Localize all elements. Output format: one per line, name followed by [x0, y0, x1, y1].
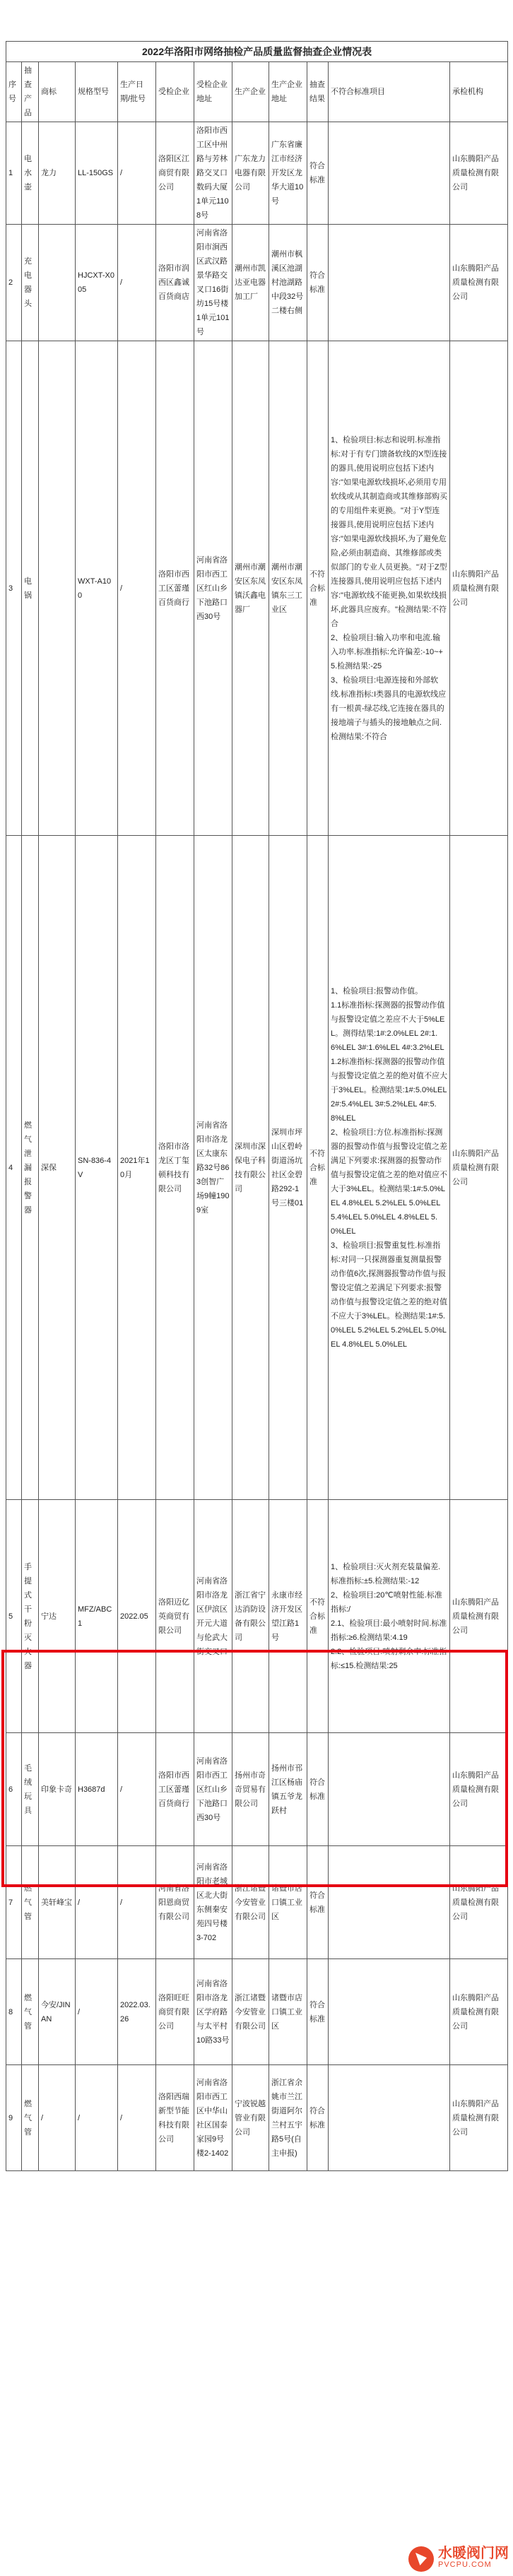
cell-failed-items	[329, 1733, 450, 1846]
header-date: 生产日期/批号	[118, 62, 156, 122]
cell-brand: /	[39, 2065, 76, 2171]
cell-producer: 扬州市奇奇贸易有限公司	[232, 1733, 269, 1846]
cell-producer: 浙江诸暨今安管业有限公司	[232, 1846, 269, 1959]
cell-lab: 山东腾阳产品质量检测有限公司	[450, 341, 508, 836]
cell-entrusted-company: 洛阳市西工区蕾瑾百货商行	[156, 1733, 194, 1846]
cell-no: 7	[6, 1846, 22, 1959]
cell-brand: 印象卡奇	[39, 1733, 76, 1846]
inspection-table	[6, 41, 508, 2171]
cell-lab: 山东腾阳产品质量检测有限公司	[450, 2065, 508, 2171]
cell-producer-address: 潮州市枫溪区池湖村池湖路中段32号二楼右侧	[269, 225, 307, 341]
cell-entrusted-address: 河南省洛阳市西工区中华山社区国泰家园9号楼2-1402	[194, 2065, 232, 2171]
cell-date: /	[118, 1846, 156, 1959]
cell-no: 4	[6, 836, 22, 1500]
table-row	[6, 122, 508, 225]
table-row	[6, 2065, 508, 2171]
cell-no: 8	[6, 1959, 22, 2065]
table-row	[6, 1846, 508, 1959]
site-logo-icon	[408, 2546, 434, 2572]
header-brand: 商标	[39, 62, 76, 122]
cell-result: 不符合标准	[307, 341, 329, 836]
cell-brand	[39, 341, 76, 836]
cell-lab: 山东腾阳产品质量检测有限公司	[450, 836, 508, 1500]
cell-no: 3	[6, 341, 22, 836]
table-row	[6, 836, 508, 1500]
cell-result: 不符合标准	[307, 1500, 329, 1733]
cell-producer-address: 永康市经济开发区望江路1号	[269, 1500, 307, 1733]
cell-lab: 山东腾阳产品质量检测有限公司	[450, 1846, 508, 1959]
cell-product: 燃气管	[22, 1959, 39, 2065]
cell-producer-address: 浙江省余姚市兰江街道阿尔兰村五宇路5号(自主申报)	[269, 2065, 307, 2171]
cell-entrusted-address: 河南省洛阳市老城区北大街东侧秦安苑四号楼3-702	[194, 1846, 232, 1959]
cell-failed-items	[329, 122, 450, 225]
cell-entrusted-company: 洛阳市润西区鑫诚百货商店	[156, 225, 194, 341]
watermark-main: 水暖阀门网	[438, 2546, 509, 2561]
cell-result: 符合标准	[307, 1733, 329, 1846]
header-product: 抽查产品	[22, 62, 39, 122]
cell-product: 手提式干粉灭火器	[22, 1500, 39, 1733]
cell-entrusted-company: 洛阳旺旺商贸有限公司	[156, 1959, 194, 2065]
cell-date: /	[118, 2065, 156, 2171]
cell-failed-items	[329, 1959, 450, 2065]
cell-entrusted-address: 洛阳市西工区中州路与芳林路交叉口数码大厦1单元1108号	[194, 122, 232, 225]
table-row	[6, 341, 508, 836]
cell-lab: 山东腾阳产品质量检测有限公司	[450, 1959, 508, 2065]
table-row	[6, 225, 508, 341]
cell-model: /	[76, 1846, 118, 1959]
cell-producer-address: 潮州市潮安区东凤镇东三工业区	[269, 341, 307, 836]
cell-entrusted-address: 河南省洛阳市洛龙区学府路与太平村10路33号	[194, 1959, 232, 2065]
cell-entrusted-company: 洛阳市洛龙区丁玺顿科技有限公司	[156, 836, 194, 1500]
cell-date: /	[118, 341, 156, 836]
cell-lab: 山东腾阳产品质量检测有限公司	[450, 225, 508, 341]
cell-producer-address: 扬州市邗江区杨庙镇五爷龙跃村	[269, 1733, 307, 1846]
table-row	[6, 1959, 508, 2065]
cell-no: 6	[6, 1733, 22, 1846]
cell-product: 电锅	[22, 341, 39, 836]
cell-failed-items	[329, 1846, 450, 1959]
cell-no: 9	[6, 2065, 22, 2171]
cell-product: 充电器头	[22, 225, 39, 341]
cell-entrusted-company: 洛阳市西工区蕾瑾百货商行	[156, 341, 194, 836]
header-producer: 生产企业	[232, 62, 269, 122]
site-watermark	[408, 2546, 509, 2572]
cell-entrusted-company: 洛阳迈亿英商贸有限公司	[156, 1500, 194, 1733]
cell-brand: 宁达	[39, 1500, 76, 1733]
cell-producer: 广东龙力电器有限公司	[232, 122, 269, 225]
cell-date: /	[118, 225, 156, 341]
header-result: 抽查结果	[307, 62, 329, 122]
cell-entrusted-company: 洛阳区江商贸有限公司	[156, 122, 194, 225]
cell-entrusted-address: 河南省洛阳市洛龙区伊滨区开元大道与伦武大街交叉口	[194, 1500, 232, 1733]
header-lab: 承检机构	[450, 62, 508, 122]
cell-result: 符合标准	[307, 122, 329, 225]
header-row	[6, 62, 508, 122]
cell-entrusted-address: 河南省洛阳市涧西区武汉路景华路交叉口16街坊15号楼1单元101号	[194, 225, 232, 341]
cell-failed-items	[329, 2065, 450, 2171]
cell-model: /	[76, 2065, 118, 2171]
header-entrusted-address: 受检企业地址	[194, 62, 232, 122]
cell-producer-address: 诸暨市店口镇工业区	[269, 1846, 307, 1959]
cell-date: 2021年10月	[118, 836, 156, 1500]
cell-product: 电水壶	[22, 122, 39, 225]
cell-product: 燃气泄漏报警器	[22, 836, 39, 1500]
cell-failed-items: 1、检验项目:标志和说明.标准指标:对于有专门馈备软线的X型连接的器具,使用说明应包括下述内容:"如果电源软线损坏,必须用专用软线或从其制造商或其维修部购买的专用组件来更换。"对于Y型连接器具,使用说明应包括下述内容:"如果电源软线损坏,为了避免危险,必须由制造商、其维修部或类似部门的专业人员更换。"对于Z型连接器具,使用说明应包括下述内容:"电源软线不能更换,如果软线损坏,此器具应废弃。"检测结果:不符合 2、检验项目:输入功率和电流.输入功率.标准指标:允许偏差:-10~+5.检测结果:-25 3、检验项目:电源连接和外部软线.标准指标:I类器具的电源软线应有一根黄-绿芯线,它连接在器具的接地端子与插头的接地触点之间.检测结果:不符合	[329, 341, 450, 836]
cell-no: 5	[6, 1500, 22, 1733]
cell-model: SN-836-4V	[76, 836, 118, 1500]
cell-model: /	[76, 1959, 118, 2065]
cell-date: /	[118, 1733, 156, 1846]
cell-producer-address: 广东省廉江市经济开发区龙华大道10号	[269, 122, 307, 225]
cell-failed-items: 1、检验项目:报警动作值。 1.1标准指标:探测器的报警动作值与报警设定值之差应不大于5%LEL。测得结果:1#:2.0%LEL 2#:1.6%LEL 3#:1.6%LEL 4#:3.2%LEL 1.2标准指标:探测器的报警动作值与报警设定值之差的绝对值不应大于3%LEL。检测结果:1#:5.0%LEL 2#:5.4%LEL 3#:5.2%LEL 4#:5.8%LEL 2、检验项目:方位.标准指标:探测器的报警动作值与报警设定值之差满足下列要求:探测器的报警动作值与报警设定值之差的绝对值应不大于3%LEL。检测结果:1#:5.0%LEL 4.8%LEL 5.2%LEL 5.0%LEL 5.4%LEL 5.0%LEL 4.8%LEL 5.0%LEL 3、检验项目:报警重复性.标准指标:对同一只探测器重复测量报警动作值6次,探测器报警动作值与报警设定值之差满足下列要求:报警动作值与报警设定值之差的绝对值不应大于3%LEL。检测结果:1#:5.0%LEL 5.2%LEL 5.2%LEL 5.0%LEL 4.8%LEL 5.0%LEL	[329, 836, 450, 1500]
cell-no: 2	[6, 225, 22, 341]
cell-result: 不符合标准	[307, 836, 329, 1500]
cell-entrusted-address: 河南省洛阳市西工区红山乡下池路口西30号	[194, 341, 232, 836]
cell-model: LL-150GS	[76, 122, 118, 225]
cell-producer: 浙江省宁达消防设备有限公司	[232, 1500, 269, 1733]
watermark-text	[438, 2548, 509, 2570]
cell-producer: 宁波锐越管业有限公司	[232, 2065, 269, 2171]
cell-date: 2022.03.26	[118, 1959, 156, 2065]
cell-producer-address: 深圳市坪山区碧岭街道汤坑社区金碧路292-1号三楼01	[269, 836, 307, 1500]
cell-producer-address: 诸暨市店口镇工业区	[269, 1959, 307, 2065]
cell-producer: 潮州市潮安区东凤镇沃鑫电器厂	[232, 341, 269, 836]
header-entrusted-company: 受检企业	[156, 62, 194, 122]
header-producer-address: 生产企业地址	[269, 62, 307, 122]
table-row	[6, 1733, 508, 1846]
cell-model: HJCXT-X005	[76, 225, 118, 341]
cell-entrusted-address: 河南省洛阳市西工区红山乡下池路口西30号	[194, 1733, 232, 1846]
cell-date: 2022.05	[118, 1500, 156, 1733]
cell-failed-items	[329, 225, 450, 341]
cell-brand: 深保	[39, 836, 76, 1500]
cell-date: /	[118, 122, 156, 225]
cell-lab: 山东腾阳产品质量检测有限公司	[450, 1500, 508, 1733]
cell-result: 符合标准	[307, 2065, 329, 2171]
cell-brand: 龙力	[39, 122, 76, 225]
cell-entrusted-company: 洛阳西瑞新型节能科技有限公司	[156, 2065, 194, 2171]
cell-producer: 深圳市深保电子科技有限公司	[232, 836, 269, 1500]
cell-product: 燃气管	[22, 2065, 39, 2171]
cell-result: 符合标准	[307, 225, 329, 341]
cell-producer: 潮州市凯达亚电器加工厂	[232, 225, 269, 341]
cell-lab: 山东腾阳产品质量检测有限公司	[450, 122, 508, 225]
cell-no: 1	[6, 122, 22, 225]
cell-producer: 浙江诸暨今安管业有限公司	[232, 1959, 269, 2065]
cell-brand	[39, 225, 76, 341]
cell-result: 符合标准	[307, 1846, 329, 1959]
watermark-sub: PVCPU.COM	[438, 2560, 492, 2569]
cell-model: WXT-A100	[76, 341, 118, 836]
header-no: 序号	[6, 62, 22, 122]
cell-result: 符合标准	[307, 1959, 329, 2065]
cell-model: H3687d	[76, 1733, 118, 1846]
cell-product: 毛绒玩具	[22, 1733, 39, 1846]
cell-brand: 今安/JINAN	[39, 1959, 76, 2065]
cell-brand: 美轩峰宝	[39, 1846, 76, 1959]
cell-entrusted-company: 河南省洛阳恩商贸有限公司	[156, 1846, 194, 1959]
cell-product: 燃气管	[22, 1846, 39, 1959]
cell-model: MFZ/ABC1	[76, 1500, 118, 1733]
table-title: 2022年洛阳市网络抽检产品质量监督抽查企业情况表	[6, 42, 508, 62]
cell-failed-items: 1、检验项目:灭火剂充装量偏差.标准指标:±5.检测结果:-12 2、检验项目:20℃喷射性能.标准指标:/ 2.1、检验项目:最小喷射时间.标准指标:≥6.检测结果:4.19 2.2、检验项目:喷射剩余率.标准指标:≤15.检测结果:25	[329, 1500, 450, 1733]
table-row	[6, 1500, 508, 1733]
header-model: 规格型号	[76, 62, 118, 122]
cell-lab: 山东腾阳产品质量检测有限公司	[450, 1733, 508, 1846]
cell-entrusted-address: 河南省洛阳市洛龙区太康东路32号863创智广场9幢1909室	[194, 836, 232, 1500]
header-failed-items: 不符合标准项目	[329, 62, 450, 122]
